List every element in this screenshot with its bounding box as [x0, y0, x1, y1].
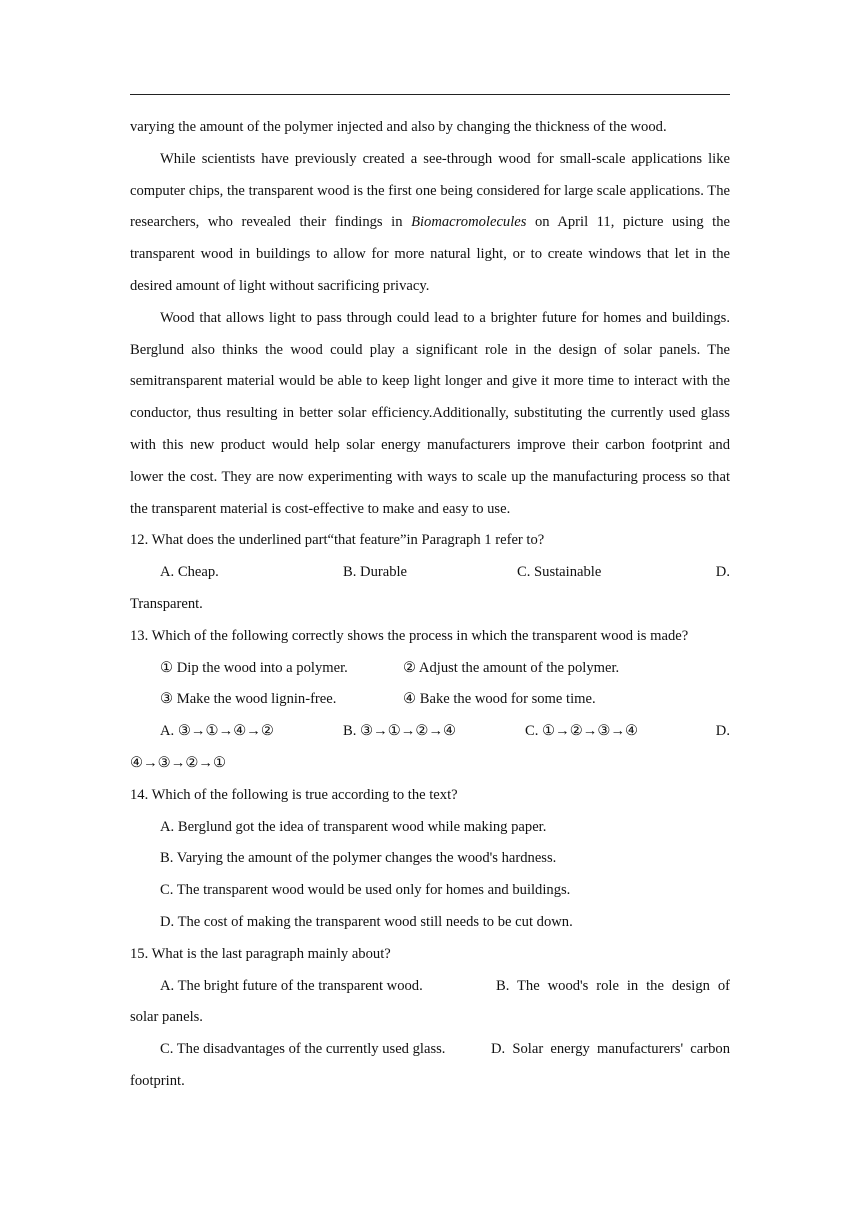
q13-step-3: ③ Make the wood lignin-free. [160, 691, 337, 708]
q15-option-b-line1[interactable]: B. The wood's role in the design of [496, 977, 730, 994]
q13-option-d-text[interactable]: ④→③→②→① [130, 754, 227, 771]
q13-steps-row-1 [130, 653, 730, 685]
q14-option-d[interactable]: D. The cost of making the transparent wood still needs to be cut down. [160, 913, 573, 930]
paragraph-text-end: on April 11, picture using the transparent wood in buildings to allow for more natural light, or to create windows that let in the desired amount of light without sacrificing privacy. [130, 214, 730, 294]
q13-step-1: ① Dip the wood into a polymer. [160, 659, 348, 676]
q15-option-d-line2[interactable]: footprint. [130, 1072, 185, 1089]
journal-name: Biomacromolecules [411, 214, 527, 231]
q13-option-a[interactable]: A. ③→①→④→② [160, 723, 274, 740]
q12-option-d-text[interactable]: Transparent. [130, 595, 203, 612]
q13-steps-row-2 [130, 684, 730, 716]
q12-option-a[interactable]: A. Cheap. [160, 564, 219, 581]
document-body [130, 112, 730, 1098]
question-13-stem: 13. Which of the following correctly shows the process in which the transparent wood is made? [130, 627, 689, 644]
q15-option-b-line2[interactable]: solar panels. [130, 1009, 203, 1026]
question-14-stem: 14. Which of the following is true according to the text? [130, 786, 458, 803]
q15-option-a[interactable]: A. The bright future of the transparent wood. [160, 977, 423, 994]
passage-paragraph-future: Wood that allows light to pass through could lead to a brighter future for homes and buildings. Berglund also thinks the wood could play a significant role in the design of solar panels. The semitransparent material would be able to keep light longer and give it more time to interact with the conductor, thus resulting in better solar efficiency.Additionally, substituting the currently used glass with this new product would help solar energy manufacturers improve their carbon footprint and lower the cost. They are now experimenting with ways to scale up the manufacturing process so that the transparent material is cost-effective to make and easy to use. [130, 309, 730, 517]
question-12-stem: 12. What does the underlined part“that feature”in Paragraph 1 refer to? [130, 532, 545, 549]
q15-option-c[interactable]: C. The disadvantages of the currently used glass. [160, 1041, 446, 1058]
q13-step-4: ④ Bake the wood for some time. [403, 691, 596, 708]
q12-option-c[interactable]: C. Sustainable [517, 564, 602, 581]
paragraph-text-start: While scientists have previously created a see-through wood for small-scale applications like computer chips, the transparent wood is the first one being considered for large scale applications. The researchers, who revealed their findings in [130, 150, 730, 231]
question-12-options [130, 557, 730, 589]
q15-options-row-1 [130, 971, 730, 1003]
header-rule [130, 94, 730, 95]
q13-option-b[interactable]: B. ③→①→②→④ [343, 723, 457, 740]
passage-paragraph-applications [130, 144, 730, 303]
q14-option-c[interactable]: C. The transparent wood would be used only for homes and buildings. [160, 882, 571, 899]
q14-option-a[interactable]: A. Berglund got the idea of transparent wood while making paper. [160, 818, 547, 835]
question-15-stem: 15. What is the last paragraph mainly about? [130, 945, 391, 962]
q12-option-b[interactable]: B. Durable [343, 564, 408, 581]
question-13-options [130, 716, 730, 748]
q15-options-row-2 [130, 1034, 730, 1066]
q14-option-b[interactable]: B. Varying the amount of the polymer changes the wood's hardness. [160, 850, 557, 867]
q15-option-d-line1[interactable]: D. Solar energy manufacturers' carbon [491, 1041, 730, 1058]
q13-step-2: ② Adjust the amount of the polymer. [403, 659, 620, 676]
q12-option-d-letter[interactable]: D. [715, 564, 730, 581]
passage-paragraph-continued: varying the amount of the polymer injected and also by changing the thickness of the wood. [130, 119, 667, 135]
q13-option-d-letter[interactable]: D. [715, 723, 730, 740]
q13-option-c[interactable]: C. ①→②→③→④ [525, 723, 639, 740]
